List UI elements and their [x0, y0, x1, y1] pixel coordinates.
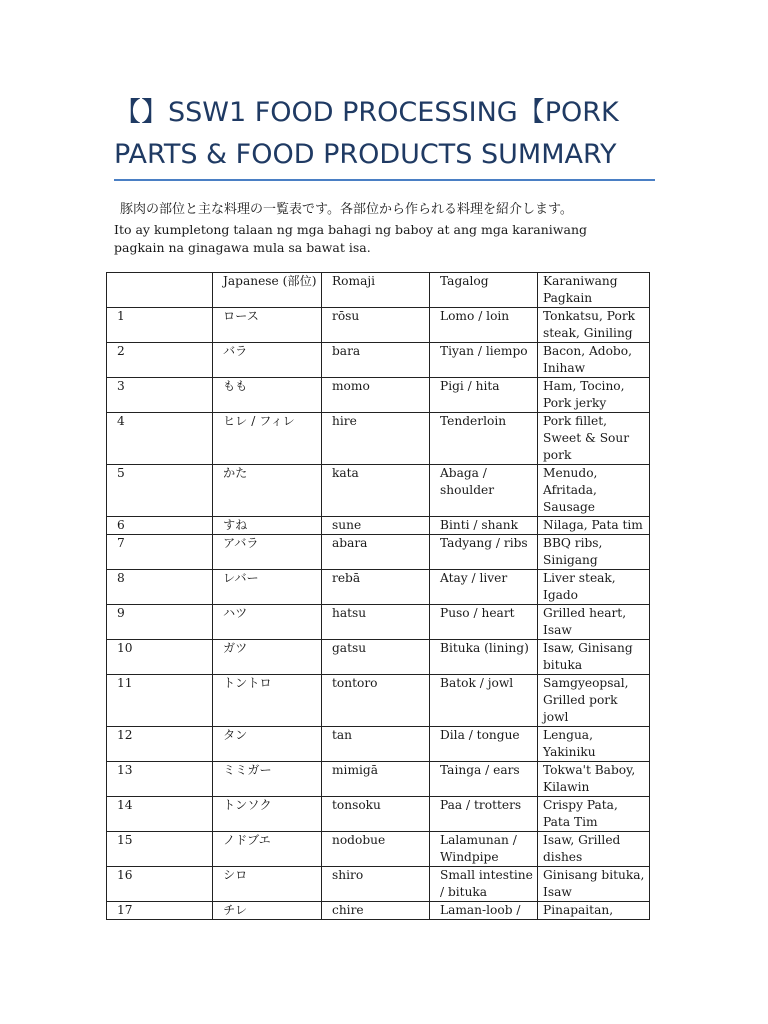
cell-tagalog: Pigi / hita [430, 378, 538, 413]
header-romaji: Romaji [322, 273, 430, 308]
cell-romaji: tonsoku [322, 797, 430, 832]
cell-tagalog: Atay / liver [430, 570, 538, 605]
cell-japanese: バラ [213, 343, 322, 378]
cell-tagalog: Binti / shank [430, 517, 538, 535]
cell-tagalog: Laman-loob / [430, 902, 538, 920]
cell-japanese: ノドブエ [213, 832, 322, 867]
japanese-intro-text: 豚肉の部位と主な料理の一覧表です。各部位から作られる料理を紹介します。 [120, 202, 573, 217]
cell-romaji: rōsu [322, 308, 430, 343]
cell-number: 9 [107, 605, 213, 640]
cell-pagkain: BBQ ribs, Sinigang [538, 535, 650, 570]
cell-japanese: もも [213, 378, 322, 413]
cell-number: 16 [107, 867, 213, 902]
cell-romaji: hire [322, 413, 430, 465]
cell-number: 7 [107, 535, 213, 570]
cell-pagkain: Pinapaitan, [538, 902, 650, 920]
cell-romaji: chire [322, 902, 430, 920]
cell-japanese: すね [213, 517, 322, 535]
cell-japanese: トンソク [213, 797, 322, 832]
table-row [107, 727, 650, 762]
cell-tagalog: Tiyan / liempo [430, 343, 538, 378]
cell-pagkain: Tonkatsu, Pork steak, Giniling [538, 308, 650, 343]
table-row [107, 797, 650, 832]
cell-tagalog: Tainga / ears [430, 762, 538, 797]
cell-pagkain: Isaw, Grilled dishes [538, 832, 650, 867]
header-number [107, 273, 213, 308]
cell-number: 17 [107, 902, 213, 920]
cell-tagalog: Puso / heart [430, 605, 538, 640]
cell-romaji: sune [322, 517, 430, 535]
title-underline [114, 179, 655, 181]
cell-japanese: ハツ [213, 605, 322, 640]
cell-japanese: レバー [213, 570, 322, 605]
table-header-row [107, 273, 650, 308]
cell-japanese: かた [213, 465, 322, 517]
table-row [107, 605, 650, 640]
cell-number: 6 [107, 517, 213, 535]
cell-romaji: abara [322, 535, 430, 570]
cell-number: 15 [107, 832, 213, 867]
cell-pagkain: Isaw, Ginisang bituka [538, 640, 650, 675]
header-japanese: Japanese (部位) [213, 273, 322, 308]
cell-tagalog: Batok / jowl [430, 675, 538, 727]
cell-tagalog: Tadyang / ribs [430, 535, 538, 570]
table-row [107, 832, 650, 867]
cell-tagalog: Lalamunan / Windpipe [430, 832, 538, 867]
cell-japanese: チレ [213, 902, 322, 920]
table-row [107, 675, 650, 727]
cell-pagkain: Pork fillet, Sweet & Sour pork [538, 413, 650, 465]
cell-romaji: hatsu [322, 605, 430, 640]
intro-paragraph: Ito ay kumpletong talaan ng mga bahagi ng baboy at ang mga karaniwang pagkain na ginagawa mula sa bawat isa. [114, 222, 587, 255]
table-row [107, 308, 650, 343]
cell-tagalog: Dila / tongue [430, 727, 538, 762]
cell-japanese: ロース [213, 308, 322, 343]
table-row [107, 535, 650, 570]
cell-pagkain: Grilled heart, Isaw [538, 605, 650, 640]
cell-number: 14 [107, 797, 213, 832]
cell-japanese: アバラ [213, 535, 322, 570]
cell-japanese: トントロ [213, 675, 322, 727]
cell-tagalog: Bituka (lining) [430, 640, 538, 675]
cell-number: 11 [107, 675, 213, 727]
cell-tagalog: Abaga / shoulder [430, 465, 538, 517]
cell-pagkain: Bacon, Adobo, Inihaw [538, 343, 650, 378]
cell-number: 2 [107, 343, 213, 378]
table-row [107, 343, 650, 378]
cell-number: 1 [107, 308, 213, 343]
cell-japanese: ミミガー [213, 762, 322, 797]
cell-number: 8 [107, 570, 213, 605]
cell-pagkain: Ham, Tocino, Pork jerky [538, 378, 650, 413]
cell-pagkain: Ginisang bituka, Isaw [538, 867, 650, 902]
table-row [107, 867, 650, 902]
pork-parts-table [106, 272, 650, 920]
document-title [114, 92, 674, 176]
cell-tagalog: Paa / trotters [430, 797, 538, 832]
table-row [107, 570, 650, 605]
cell-pagkain: Menudo, Afritada, Sausage [538, 465, 650, 517]
cell-number: 4 [107, 413, 213, 465]
cell-romaji: mimigā [322, 762, 430, 797]
table-row [107, 902, 650, 920]
table-body [107, 308, 650, 920]
table-row [107, 378, 650, 413]
cell-romaji: tontoro [322, 675, 430, 727]
cell-number: 12 [107, 727, 213, 762]
cell-pagkain: Lengua, Yakiniku [538, 727, 650, 762]
cell-tagalog: Small intestine / bituka [430, 867, 538, 902]
cell-japanese: ガツ [213, 640, 322, 675]
header-tagalog: Tagalog [430, 273, 538, 308]
cell-tagalog: Lomo / loin [430, 308, 538, 343]
table-row [107, 465, 650, 517]
cell-pagkain: Samgyeopsal, Grilled pork jowl [538, 675, 650, 727]
cell-romaji: gatsu [322, 640, 430, 675]
cell-pagkain: Tokwa't Baboy, Kilawin [538, 762, 650, 797]
cell-number: 13 [107, 762, 213, 797]
cell-pagkain: Liver steak, Igado [538, 570, 650, 605]
document-title-line-1: 【】SSW1 FOOD PROCESSING【PORK [114, 97, 619, 128]
cell-romaji: tan [322, 727, 430, 762]
header-karaniwang-pagkain: Karaniwang Pagkain [538, 273, 650, 308]
cell-tagalog: Tenderloin [430, 413, 538, 465]
cell-number: 5 [107, 465, 213, 517]
cell-romaji: nodobue [322, 832, 430, 867]
cell-japanese: ヒレ / フィレ [213, 413, 322, 465]
cell-japanese: タン [213, 727, 322, 762]
cell-romaji: momo [322, 378, 430, 413]
table-row [107, 413, 650, 465]
cell-number: 10 [107, 640, 213, 675]
cell-number: 3 [107, 378, 213, 413]
table-row [107, 640, 650, 675]
cell-pagkain: Crispy Pata, Pata Tim [538, 797, 650, 832]
cell-pagkain: Nilaga, Pata tim [538, 517, 650, 535]
cell-romaji: rebā [322, 570, 430, 605]
document-title-line-2: PARTS & FOOD PRODUCTS SUMMARY [114, 139, 617, 170]
cell-romaji: bara [322, 343, 430, 378]
table-row [107, 762, 650, 797]
cell-japanese: シロ [213, 867, 322, 902]
cell-romaji: shiro [322, 867, 430, 902]
table-row [107, 517, 650, 535]
cell-romaji: kata [322, 465, 430, 517]
